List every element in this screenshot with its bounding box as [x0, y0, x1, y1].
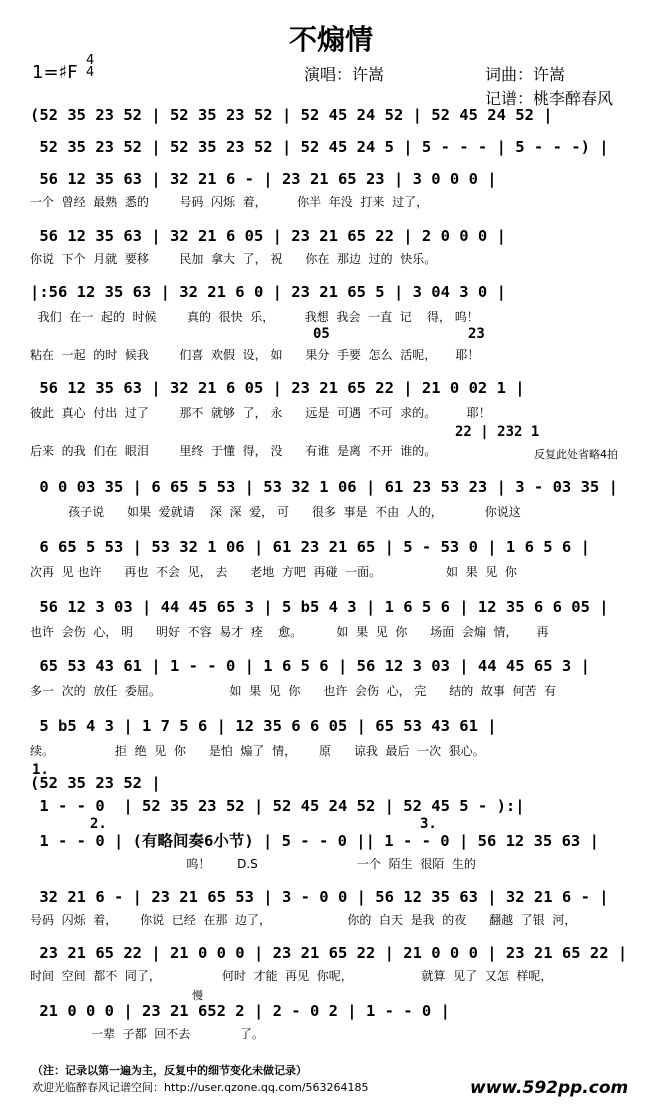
meter-top: 4	[86, 53, 95, 68]
lyric-line: 我们 在一 起的 时候 真的 很快 乐， 我想 我会 一直 记 得， 呜！	[30, 310, 479, 324]
notes-line: 0 0 03 35 | 6 65 5 53 | 53 32 1 06 | 61 23 53 23 | 3 - 03 35 |	[30, 478, 618, 496]
score-row	[30, 655, 635, 701]
score-row	[30, 886, 635, 930]
score-row	[30, 476, 635, 522]
lyric-line: 续。 拒 绝 见 你 是怕 煽了 情， 原 谅我 最后 一次 狠心。	[30, 744, 485, 758]
score-row	[30, 136, 635, 162]
notes-line: 6 65 5 53 | 53 32 1 06 | 61 23 21 65 | 5 - 53 0 | 1 6 5 6 |	[30, 538, 590, 556]
repeat-note: 反复此处省略4拍	[534, 448, 618, 461]
site-watermark: www.592pp.com	[470, 1078, 629, 1098]
notes-line: 65 53 43 61 | 1 - - 0 | 1 6 5 6 | 56 12 3 03 | 44 45 65 3 |	[30, 657, 590, 675]
singer-credit: 演唱：许嵩	[304, 65, 385, 84]
lyric-line: 你说 下个 月就 要移 民加 拿大 了， 祝 你在 那边 过的 快乐。	[30, 252, 437, 266]
notes-line: 56 12 3 03 | 44 45 65 3 | 5 b5 4 3 | 1 6 5 6 | 12 35 6 6 05 |	[30, 598, 609, 616]
song-title: 不煽情	[288, 23, 373, 56]
volta-2-label: 2.	[90, 816, 107, 832]
lyric-line: 呜！ D.S 一个 陌生 很陌 生的	[30, 857, 476, 871]
notes-line: (52 35 23 52 | 52 35 23 52 | 52 45 24 52 | 52 45 24 52 |	[30, 106, 553, 124]
lyric-line: 时间 空间 都不 同了， 何时 才能 再见 你呢， 就算 见了 又怎 样呢，	[30, 969, 553, 983]
notes-line: 1 - - 0 | (有略间奏6小节) | 5 - - 0 || 1 - - 0 | 56 12 35 63 |	[30, 832, 599, 850]
notes-line: 56 12 35 63 | 32 21 6 - | 23 21 65 23 | 3 0 0 0 |	[30, 170, 497, 188]
score-row	[30, 1000, 635, 1044]
lyric-line: 多一 次的 放任 委屈。 如 果 见 你 也许 会伤 心， 完 结的 故事 何苦 有	[30, 684, 557, 698]
notes-line: 23 21 65 22 | 21 0 0 0 | 23 21 65 22 | 21 0 0 0 | 23 21 65 22 |	[30, 944, 628, 962]
notes-line: 56 12 35 63 | 32 21 6 05 | 23 21 65 22 | 2 0 0 0 |	[30, 227, 506, 245]
score-row	[30, 795, 635, 817]
notes-line: (52 35 23 52 |	[30, 774, 161, 792]
notes-line: 56 12 35 63 | 32 21 6 05 | 23 21 65 22 | 21 0 02 1 |	[30, 379, 525, 397]
tempo-mark: 慢	[192, 989, 203, 1002]
score-row	[30, 104, 635, 130]
lyric-line: 一个 曾经 最熟 悉的 号码 闪烁 着， 你半 年没 打来 过了，	[30, 195, 429, 209]
score-row	[30, 168, 635, 212]
score-row	[30, 715, 635, 761]
score-row	[30, 281, 635, 365]
notes-line: |:56 12 35 63 | 32 21 6 0 | 23 21 65 5 | 3 04 3 0 |	[30, 283, 506, 301]
meter-bottom: 4	[86, 65, 95, 80]
volta-1-label: 1.	[32, 762, 49, 778]
lyric-line: 后来 的我 们在 眼泪 里终 于懂 得， 没 有谁 是离 不开 谁的。	[30, 444, 437, 458]
notes-line: 5 b5 4 3 | 1 7 5 6 | 12 35 6 6 05 | 65 53 43 61 |	[30, 717, 497, 735]
lyric-line: 彼此 真心 付出 过了 那不 就够 了， 永 远是 可遇 不可 求的。 耶！	[30, 406, 491, 420]
footnote: （注：记录以第一遍为主，反复中的细节变化未做记录）	[32, 1064, 307, 1077]
lyric-line: 号码 闪烁 着， 你说 已经 在那 边了， 你的 白天 是我 的夜 翻越 了银 河，	[30, 913, 577, 927]
lyric-line: 粘在 一起 的时 候我 们喜 欢假 设， 如 果分 手要 怎么 活呢， 耶！	[30, 348, 480, 362]
notes-line: 21 0 0 0 | 23 21 652 2 | 2 - 0 2 | 1 - - 0 |	[30, 1002, 450, 1020]
score-row	[30, 772, 635, 794]
notes-line: 1 - - 0 | 52 35 23 52 | 52 45 24 52 | 52 45 5 - ):|	[30, 797, 525, 815]
score-row	[30, 536, 635, 582]
score-row	[30, 596, 635, 642]
score-row	[30, 942, 635, 986]
welcome-line: 欢迎光临醉春风记谱空间：http://user.qzone.qq.com/563264185	[32, 1081, 369, 1094]
notes-line: 32 21 6 - | 23 21 65 53 | 3 - 0 0 | 56 12 35 63 | 32 21 6 - |	[30, 888, 609, 906]
lyric-line: 孩子说 如果 爱就请 深 深 爱， 可 很多 事是 不由 人的， 你说这	[30, 505, 521, 519]
alt-notes: 05	[313, 326, 330, 342]
alt-notes: 22 | 232 1	[455, 424, 540, 440]
notator-credit: 记谱：桃李醉春风	[485, 89, 614, 108]
lyric-line: 也许 会伤 心， 明 明好 不容 易才 痊 愈。 如 果 见 你 场面 会煽 情， 再	[30, 625, 549, 639]
notes-line: 52 35 23 52 | 52 35 23 52 | 52 45 24 5 | 5 - - - | 5 - - -) |	[30, 138, 609, 156]
composer-credit: 词曲：许嵩	[485, 65, 566, 84]
lyric-line: 次再 见 也许 再也 不会 见， 去 老地 方吧 再碰 一面。 如 果 见 你	[30, 565, 517, 579]
alt-notes: 23	[468, 326, 485, 342]
score-row	[30, 830, 635, 874]
volta-3-label: 3.	[420, 816, 437, 832]
score-row	[30, 225, 635, 269]
lyric-line: 一辈 子都 回不去 了。	[30, 1027, 264, 1041]
time-signature	[86, 55, 94, 79]
key-signature: 1=♯F	[32, 62, 78, 83]
